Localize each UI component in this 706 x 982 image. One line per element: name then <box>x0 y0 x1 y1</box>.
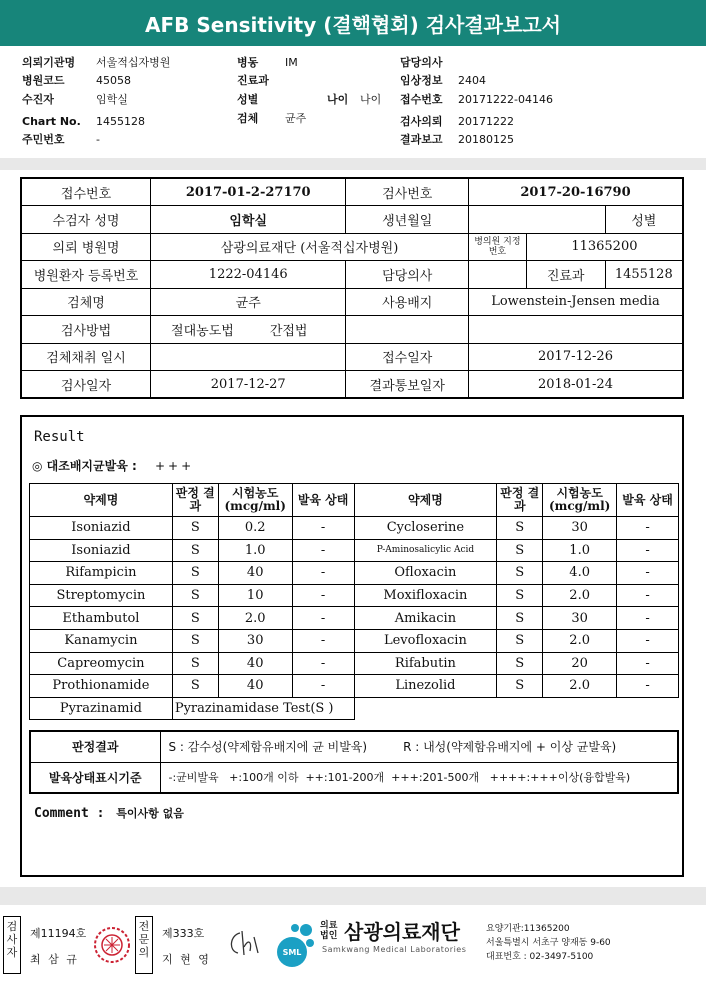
test-no-label: 검사번호 <box>346 178 469 206</box>
hospital-code-value: 45058 <box>96 74 131 87</box>
drug-sensitivity-table <box>29 483 679 720</box>
drug-growth: - <box>292 517 354 540</box>
col-growth-right: 발육 상태 <box>617 484 679 517</box>
table-row <box>30 517 679 540</box>
report-date-label: 결과보고 <box>400 133 443 146</box>
drug-conc: 2.0 <box>543 629 617 652</box>
receipt-no-label: 접수번호 <box>21 178 151 206</box>
drug-name: Moxifloxacin <box>354 584 497 607</box>
reg-no-value: 1222-04146 <box>151 261 346 289</box>
drug-judge: S <box>497 629 543 652</box>
comment-label: Comment : <box>34 806 105 821</box>
drug-judge: S <box>497 562 543 585</box>
drug-name: Prothionamide <box>30 675 173 698</box>
drug-judge: S <box>497 584 543 607</box>
report-date-value: 20180125 <box>458 133 514 146</box>
ward-value: IM <box>285 56 298 69</box>
patient-name-label: 수검자 성명 <box>21 206 151 234</box>
drug-judge: S <box>172 539 218 562</box>
sex-label: 성별 <box>237 93 259 106</box>
header-divider <box>0 158 706 170</box>
dept-cell-value: 1455128 <box>605 261 683 289</box>
notified-label: 결과통보일자 <box>346 371 469 399</box>
hospital-code-label: 병원코드 <box>22 74 65 87</box>
notified-value: 2018-01-24 <box>468 371 683 399</box>
clinical-info-label: 임상정보 <box>400 74 443 87</box>
signature-icon <box>222 925 264 961</box>
result-section <box>20 415 684 877</box>
examiner-label: 검사자 <box>6 920 18 959</box>
comment <box>34 805 184 821</box>
accession-no-value: 20171222-04146 <box>458 93 553 106</box>
control-growth <box>32 457 194 474</box>
col-judge-left: 판정 결과 <box>172 484 218 517</box>
accession-no-label: 접수번호 <box>400 93 443 106</box>
pza-empty <box>354 697 678 720</box>
judge-legend-s: S : 감수성(약제함유배지에 균 비발육) <box>168 740 368 755</box>
received-value: 2017-12-26 <box>468 343 683 371</box>
drug-judge: S <box>172 607 218 630</box>
age-value: 나이 <box>360 93 382 106</box>
table-row <box>30 675 679 698</box>
method-empty-2 <box>468 316 683 344</box>
resident-no-value: - <box>96 133 100 146</box>
drug-judge: S <box>497 517 543 540</box>
drug-conc: 2.0 <box>218 607 292 630</box>
drug-conc: 40 <box>218 652 292 675</box>
drug-conc: 2.0 <box>543 675 617 698</box>
resident-no-label: 주민번호 <box>22 133 65 146</box>
report-title: AFB Sensitivity (결핵협회) 검사결과보고서 <box>0 0 706 46</box>
doctor-label: 담당의사 <box>400 56 443 69</box>
hospital-name-label: 의뢰기관명 <box>22 56 76 69</box>
hospital-value: 삼광의료재단 (서울적십자병원) <box>151 233 469 261</box>
col-drug-left: 약제명 <box>30 484 173 517</box>
result-label: Result <box>34 429 85 445</box>
drug-name: Ofloxacin <box>354 562 497 585</box>
comment-value: 특이사항 없음 <box>116 807 184 820</box>
chart-no-value: 1455128 <box>96 115 145 128</box>
doctor-cell-value <box>468 261 526 289</box>
col-conc-right: 시험농도 (mcg/ml) <box>543 484 617 517</box>
org-type: 의료 법인 <box>320 921 338 941</box>
pza-value: Pyrazinamidase Test(S ) <box>172 697 354 720</box>
drug-judge: S <box>497 652 543 675</box>
table-row <box>30 584 679 607</box>
control-growth-value: +++ <box>154 459 195 473</box>
method-absolute: 절대농도법 <box>171 323 234 339</box>
age-label: 나이 <box>327 93 349 106</box>
report-header <box>0 50 706 158</box>
drug-name: Isoniazid <box>30 539 173 562</box>
sml-logo-text: SML <box>282 948 302 957</box>
specialist-name: 지 현 영 <box>162 953 211 966</box>
drug-growth: - <box>617 584 679 607</box>
tested-label: 검사일자 <box>21 371 151 399</box>
chart-no-label: Chart No. <box>22 115 81 128</box>
drug-conc: 30 <box>543 607 617 630</box>
col-conc-left: 시험농도 (mcg/ml) <box>218 484 292 517</box>
table-row <box>30 652 679 675</box>
drug-judge: S <box>497 539 543 562</box>
drug-growth: - <box>617 675 679 698</box>
designated-label: 병의원 지정번호 <box>468 233 526 261</box>
drug-name: Streptomycin <box>30 584 173 607</box>
method-values <box>151 316 346 344</box>
receipt-no-value: 2017-01-2-27170 <box>151 178 346 206</box>
drug-judge: S <box>497 675 543 698</box>
drug-growth: - <box>617 607 679 630</box>
table-row <box>30 607 679 630</box>
drug-conc: 4.0 <box>543 562 617 585</box>
table-row <box>30 629 679 652</box>
drug-conc: 30 <box>218 629 292 652</box>
designated-value: 11365200 <box>526 233 683 261</box>
patient-value: 임학실 <box>96 93 128 106</box>
patient-name-value: 임학실 <box>151 206 346 234</box>
drug-name: Rifabutin <box>354 652 497 675</box>
doctor-cell-label: 담당의사 <box>346 261 469 289</box>
table-row <box>30 697 679 720</box>
drug-name: Amikacin <box>354 607 497 630</box>
judge-legend-text <box>160 731 678 762</box>
drug-growth: - <box>292 607 354 630</box>
table-row <box>30 539 679 562</box>
sex-cell-label: 성별 <box>631 213 657 229</box>
growth-legend-text: -:균비발육 +:100개 이하 ++:101-200개 +++:201-500개 ++++:+++이상(융합발육) <box>160 762 678 793</box>
request-date-value: 20171222 <box>458 115 514 128</box>
drug-judge: S <box>497 607 543 630</box>
specialist-label: 전문의 <box>138 920 150 959</box>
clinical-info-value: 2404 <box>458 74 486 87</box>
drug-growth: - <box>292 562 354 585</box>
drug-conc: 1.0 <box>543 539 617 562</box>
org-en: Samkwang Medical Laboratories <box>322 945 467 954</box>
test-no-value: 2017-20-16790 <box>468 178 683 206</box>
drug-conc: 1.0 <box>218 539 292 562</box>
drug-growth: - <box>292 652 354 675</box>
drug-name: Capreomycin <box>30 652 173 675</box>
reg-no-label: 병원환자 등록번호 <box>21 261 151 289</box>
collect-value <box>151 343 346 371</box>
org-code: 요양기관:11365200 <box>486 924 570 934</box>
drug-conc: 40 <box>218 562 292 585</box>
org-phone: 대표번호 : 02-3497-5100 <box>486 952 594 962</box>
col-growth-left: 발육 상태 <box>292 484 354 517</box>
drug-name: Cycloserine <box>354 517 497 540</box>
footer-divider <box>0 887 706 905</box>
birth-value <box>468 206 605 234</box>
medium-label: 사용배지 <box>346 288 469 316</box>
medium-value: Lowenstein-Jensen media <box>468 288 683 316</box>
drug-judge: S <box>172 629 218 652</box>
sex-cell <box>605 206 683 234</box>
drug-name: Rifampicin <box>30 562 173 585</box>
control-growth-label: ◎ 대조배지균발육 : <box>32 459 137 473</box>
drug-judge: S <box>172 675 218 698</box>
method-label: 검사방법 <box>21 316 151 344</box>
specialist-no: 제333호 <box>162 927 205 940</box>
drug-conc: 2.0 <box>543 584 617 607</box>
examiner-no: 제11194호 <box>30 927 87 940</box>
col-drug-right: 약제명 <box>354 484 497 517</box>
drug-judge: S <box>172 517 218 540</box>
org-name: 삼광의료재단 <box>344 920 460 944</box>
drug-conc: 10 <box>218 584 292 607</box>
examiner-name: 최 삼 규 <box>30 953 79 966</box>
received-label: 접수일자 <box>346 343 469 371</box>
specimen-cell-value: 균주 <box>151 288 346 316</box>
drug-conc: 20 <box>543 652 617 675</box>
growth-legend-label: 발육상태표시기준 <box>30 762 160 793</box>
drug-growth: - <box>617 517 679 540</box>
method-empty <box>346 316 469 344</box>
patient-label: 수진자 <box>22 93 54 106</box>
legend-table <box>29 730 679 794</box>
org-address: 서울특별시 서초구 양재동 9-60 <box>486 938 611 948</box>
table-row <box>30 562 679 585</box>
method-indirect: 간접법 <box>269 323 308 339</box>
drug-conc: 30 <box>543 517 617 540</box>
drug-growth: - <box>617 539 679 562</box>
drug-growth: - <box>617 652 679 675</box>
patient-info-table <box>20 177 684 399</box>
drug-growth: - <box>292 584 354 607</box>
pza-drug: Pyrazinamid <box>30 697 173 720</box>
judge-legend-r: R : 내성(약제함유배지에 + 이상 균발육) <box>403 740 617 755</box>
drug-judge: S <box>172 562 218 585</box>
drug-name: P-Aminosalicylic Acid <box>354 539 497 562</box>
tested-value: 2017-12-27 <box>151 371 346 399</box>
hospital-name-value: 서울적십자병원 <box>96 56 171 69</box>
sml-logo-icon <box>268 918 318 970</box>
drug-conc: 40 <box>218 675 292 698</box>
drug-conc: 0.2 <box>218 517 292 540</box>
collect-label: 검체채취 일시 <box>21 343 151 371</box>
ward-label: 병동 <box>237 56 259 69</box>
drug-name: Ethambutol <box>30 607 173 630</box>
drug-growth: - <box>292 539 354 562</box>
drug-judge: S <box>172 652 218 675</box>
request-date-label: 검사의뢰 <box>400 115 443 128</box>
drug-name: Levofloxacin <box>354 629 497 652</box>
drug-name: Linezolid <box>354 675 497 698</box>
department-label: 진료과 <box>237 74 269 87</box>
hospital-label: 의뢰 병원명 <box>21 233 151 261</box>
dept-cell-label: 진료과 <box>526 261 605 289</box>
specimen-cell-label: 검체명 <box>21 288 151 316</box>
birth-label: 생년월일 <box>346 206 469 234</box>
drug-growth: - <box>617 629 679 652</box>
col-judge-right: 판정 결과 <box>497 484 543 517</box>
report-footer <box>0 913 706 979</box>
drug-name: Kanamycin <box>30 629 173 652</box>
specimen-value: 균주 <box>285 112 307 125</box>
drug-judge: S <box>172 584 218 607</box>
examiner-seal-icon <box>92 925 132 965</box>
drug-growth: - <box>292 629 354 652</box>
drug-growth: - <box>617 562 679 585</box>
drug-growth: - <box>292 675 354 698</box>
specimen-label: 검체 <box>237 112 259 125</box>
judge-legend-label: 판정결과 <box>30 731 160 762</box>
drug-name: Isoniazid <box>30 517 173 540</box>
